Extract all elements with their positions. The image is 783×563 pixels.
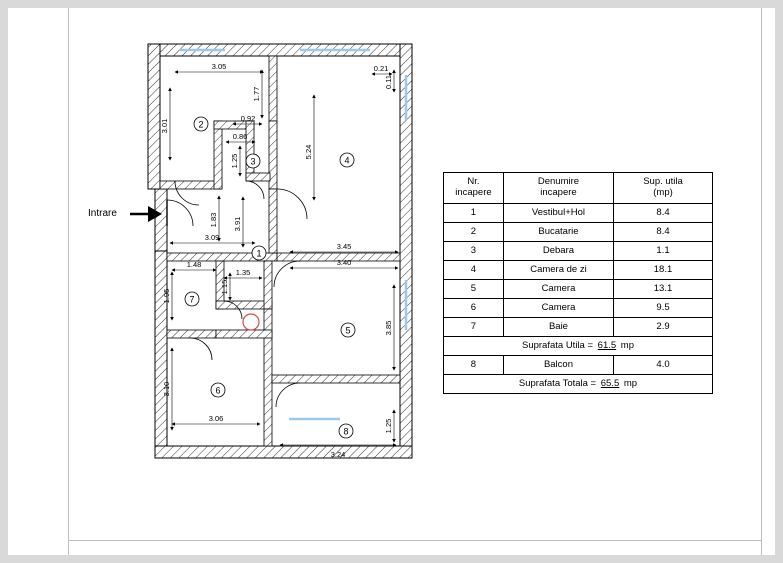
cell-nr: 1 [444,204,504,223]
cell-area: 1.1 [614,242,713,261]
total-row [444,375,713,394]
dim-1-77: 1.77 [252,86,261,102]
cell-nr: 8 [444,356,504,375]
cell-name: Vestibul+Hol [503,204,613,223]
dim-3-10: 3.10 [162,381,171,397]
entrance-label: Intrare [88,208,117,219]
header-nr-line2: incapere [455,187,492,198]
total-cell [444,375,713,394]
balcony-row [444,356,713,375]
cell-name: Baie [503,318,613,337]
room-schedule-table [443,172,713,394]
cell-nr: 2 [444,223,504,242]
highlight-circle [243,314,259,330]
legend-table [443,172,713,394]
header-den-line1: Denumire [537,176,580,188]
dim-1-48: 1.48 [186,260,202,269]
header-sup-line2: (mp) [653,187,673,198]
dim-3-91: 3.91 [233,216,242,232]
dim-3-01: 3.01 [160,118,169,134]
cell-nr: 6 [444,299,504,318]
plan-walls [148,44,412,458]
total-unit: mp [623,377,638,389]
header-nr-line1: Nr. [467,176,480,188]
table-row [444,204,713,223]
cell-name: Camera [503,299,613,318]
dim-1-25: 1.25 [230,153,239,169]
subtotal-unit: mp [620,339,634,351]
cell-area: 8.4 [614,223,713,242]
dim-3-85: 3.85 [384,320,393,336]
room-number-2: 2 [198,119,204,130]
table-row [444,318,713,337]
table-header-row [444,173,713,204]
cell-area: 9.5 [614,299,713,318]
dim-1-83: 1.83 [209,212,218,228]
subtotal-label: Suprafata Utila = [521,339,594,351]
cell-name: Camera [503,280,613,299]
room-number-4: 4 [344,155,350,166]
total-label: Suprafata Totala = [518,377,597,389]
dim-0-21: 0.21 [373,64,389,73]
subtotal-cell [444,337,713,356]
header-sup-line1: Sup. utila [643,176,683,188]
dim-3-45: 3.45 [336,242,352,251]
dim-3-24: 3.24 [330,450,346,459]
cell-name: Debara [503,242,613,261]
dim-5-24: 5.24 [304,144,313,160]
header-suprafata [614,173,713,204]
dim-1-25-balcony: 1.25 [384,418,393,434]
page-edge-bottom [0,555,783,563]
cell-area: 13.1 [614,280,713,299]
cell-area: 18.1 [614,261,713,280]
table-row [444,299,713,318]
cell-nr: 5 [444,280,504,299]
dim-0-92: 0.92 [240,114,256,123]
table-row [444,261,713,280]
room-number-5: 5 [345,325,351,336]
cell-name: Bucatarie [503,223,613,242]
cell-area: 4.0 [614,356,713,375]
cell-name: Balcon [503,356,613,375]
subtotal-row [444,337,713,356]
header-den-line2: incapere [540,187,577,198]
dim-3-40: 3.40 [336,258,352,267]
cell-area: 8.4 [614,204,713,223]
floor-plan [0,0,440,500]
cell-nr: 4 [444,261,504,280]
dim-3-05: 3.05 [211,62,227,71]
cell-nr: 7 [444,318,504,337]
room-number-1: 1 [256,248,262,259]
subtotal-value: 61.5 [597,339,617,351]
sheet-fold-bottom [68,540,761,541]
header-nr [444,173,504,204]
dim-3-09: 3.09 [204,233,220,242]
room-number-7: 7 [189,294,195,305]
dim-1-95: 1.95 [162,288,171,304]
page-edge-right [775,0,783,563]
dim-3-06: 3.06 [208,414,224,423]
dim-1-35: 1.35 [235,268,251,277]
cell-area: 2.9 [614,318,713,337]
dim-0-86: 0.86 [232,132,248,141]
table-row [444,280,713,299]
table-row [444,223,713,242]
room-number-3: 3 [250,156,256,167]
header-denumire [503,173,613,204]
table-row [444,242,713,261]
dim-1-15: 1.15 [220,279,229,295]
room-number-8: 8 [343,426,349,437]
dim-0-11: 0.11 [384,74,393,90]
sheet-fold-right [761,8,762,555]
cell-name: Camera de zi [503,261,613,280]
room-number-6: 6 [215,385,221,396]
total-value: 65.5 [600,377,620,389]
cell-nr: 3 [444,242,504,261]
